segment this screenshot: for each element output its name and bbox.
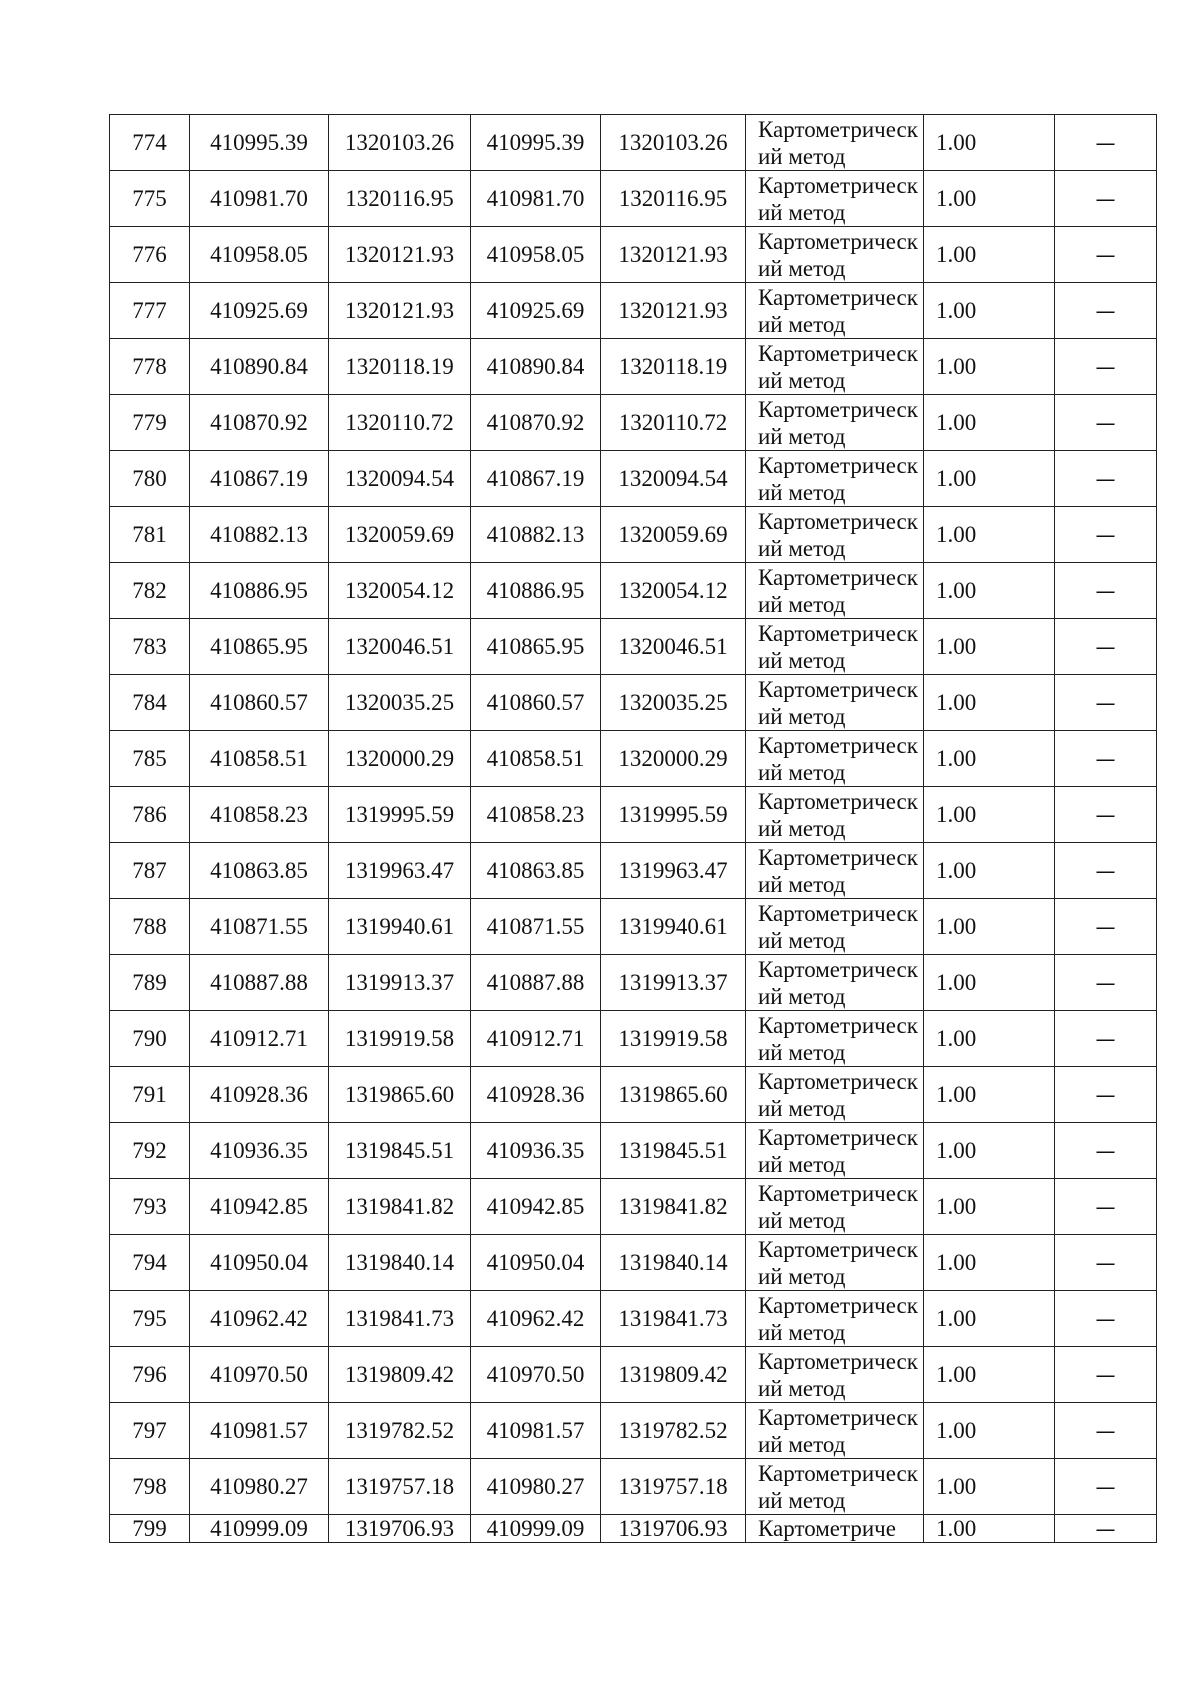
new-y-cell: 1319940.61 <box>601 899 746 955</box>
new-x-cell: 410950.04 <box>471 1235 601 1291</box>
description-cell: — <box>1055 843 1157 899</box>
existing-x-cell: 410886.95 <box>190 563 329 619</box>
description-cell: — <box>1055 1011 1157 1067</box>
method-cell: Картометрический метод <box>746 1403 924 1459</box>
description-cell: — <box>1055 171 1157 227</box>
accuracy-cell: 1.00 <box>924 1235 1055 1291</box>
existing-x-cell: 410925.69 <box>190 283 329 339</box>
new-y-cell: 1319963.47 <box>601 843 746 899</box>
accuracy-cell: 1.00 <box>924 1011 1055 1067</box>
existing-x-cell: 410981.70 <box>190 171 329 227</box>
point-number-cell: 779 <box>110 395 190 451</box>
existing-x-cell: 410858.51 <box>190 731 329 787</box>
existing-x-cell: 410970.50 <box>190 1347 329 1403</box>
description-cell: — <box>1055 1235 1157 1291</box>
method-cell: Картометриче <box>746 1515 924 1543</box>
description-cell: — <box>1055 563 1157 619</box>
new-x-cell: 410942.85 <box>471 1179 601 1235</box>
new-x-cell: 410890.84 <box>471 339 601 395</box>
new-y-cell: 1319782.52 <box>601 1403 746 1459</box>
existing-y-cell: 1319809.42 <box>329 1347 471 1403</box>
table-row <box>110 395 1157 451</box>
existing-x-cell: 410865.95 <box>190 619 329 675</box>
new-y-cell: 1320116.95 <box>601 171 746 227</box>
method-cell: Картометрический метод <box>746 283 924 339</box>
existing-x-cell: 410890.84 <box>190 339 329 395</box>
method-cell: Картометрический метод <box>746 955 924 1011</box>
existing-y-cell: 1320121.93 <box>329 283 471 339</box>
accuracy-cell: 1.00 <box>924 731 1055 787</box>
table-row <box>110 1459 1157 1515</box>
existing-y-cell: 1320121.93 <box>329 227 471 283</box>
accuracy-cell: 1.00 <box>924 563 1055 619</box>
point-number-cell: 792 <box>110 1123 190 1179</box>
accuracy-cell: 1.00 <box>924 1515 1055 1543</box>
point-number-cell: 777 <box>110 283 190 339</box>
existing-y-cell: 1319940.61 <box>329 899 471 955</box>
description-cell: — <box>1055 283 1157 339</box>
description-cell: — <box>1055 339 1157 395</box>
new-x-cell: 410970.50 <box>471 1347 601 1403</box>
new-x-cell: 410936.35 <box>471 1123 601 1179</box>
new-y-cell: 1320054.12 <box>601 563 746 619</box>
new-x-cell: 410928.36 <box>471 1067 601 1123</box>
table-row <box>110 1515 1157 1543</box>
table-row <box>110 843 1157 899</box>
method-cell: Картометрический метод <box>746 1291 924 1347</box>
method-cell: Картометрический метод <box>746 731 924 787</box>
existing-x-cell: 410887.88 <box>190 955 329 1011</box>
method-cell: Картометрический метод <box>746 1123 924 1179</box>
new-x-cell: 410858.23 <box>471 787 601 843</box>
point-number-cell: 790 <box>110 1011 190 1067</box>
existing-x-cell: 410981.57 <box>190 1403 329 1459</box>
existing-x-cell: 410882.13 <box>190 507 329 563</box>
table-row <box>110 1179 1157 1235</box>
new-y-cell: 1319840.14 <box>601 1235 746 1291</box>
description-cell: — <box>1055 1179 1157 1235</box>
new-x-cell: 410882.13 <box>471 507 601 563</box>
method-cell: Картометрический метод <box>746 1179 924 1235</box>
existing-x-cell: 410942.85 <box>190 1179 329 1235</box>
existing-y-cell: 1320035.25 <box>329 675 471 731</box>
accuracy-cell: 1.00 <box>924 1123 1055 1179</box>
new-y-cell: 1319865.60 <box>601 1067 746 1123</box>
accuracy-cell: 1.00 <box>924 1347 1055 1403</box>
new-y-cell: 1319809.42 <box>601 1347 746 1403</box>
point-number-cell: 785 <box>110 731 190 787</box>
method-cell: Картометрический метод <box>746 339 924 395</box>
existing-y-cell: 1319919.58 <box>329 1011 471 1067</box>
new-x-cell: 410912.71 <box>471 1011 601 1067</box>
accuracy-cell: 1.00 <box>924 619 1055 675</box>
table-row <box>110 339 1157 395</box>
new-y-cell: 1320000.29 <box>601 731 746 787</box>
accuracy-cell: 1.00 <box>924 395 1055 451</box>
point-number-cell: 776 <box>110 227 190 283</box>
new-y-cell: 1320046.51 <box>601 619 746 675</box>
table-row <box>110 619 1157 675</box>
existing-y-cell: 1320046.51 <box>329 619 471 675</box>
table-row <box>110 1067 1157 1123</box>
description-cell: — <box>1055 675 1157 731</box>
accuracy-cell: 1.00 <box>924 899 1055 955</box>
existing-y-cell: 1320116.95 <box>329 171 471 227</box>
existing-x-cell: 410936.35 <box>190 1123 329 1179</box>
new-x-cell: 410962.42 <box>471 1291 601 1347</box>
table-row <box>110 227 1157 283</box>
existing-x-cell: 410858.23 <box>190 787 329 843</box>
method-cell: Картометрический метод <box>746 899 924 955</box>
existing-y-cell: 1319865.60 <box>329 1067 471 1123</box>
description-cell: — <box>1055 1403 1157 1459</box>
new-y-cell: 1320110.72 <box>601 395 746 451</box>
point-number-cell: 791 <box>110 1067 190 1123</box>
point-number-cell: 788 <box>110 899 190 955</box>
new-y-cell: 1320121.93 <box>601 283 746 339</box>
new-x-cell: 410858.51 <box>471 731 601 787</box>
existing-y-cell: 1319840.14 <box>329 1235 471 1291</box>
point-number-cell: 795 <box>110 1291 190 1347</box>
method-cell: Картометрический метод <box>746 787 924 843</box>
accuracy-cell: 1.00 <box>924 115 1055 171</box>
method-cell: Картометрический метод <box>746 227 924 283</box>
new-y-cell: 1319913.37 <box>601 955 746 1011</box>
new-y-cell: 1320059.69 <box>601 507 746 563</box>
existing-y-cell: 1319782.52 <box>329 1403 471 1459</box>
table-row <box>110 675 1157 731</box>
table-row <box>110 1011 1157 1067</box>
method-cell: Картометрический метод <box>746 1011 924 1067</box>
point-number-cell: 786 <box>110 787 190 843</box>
existing-y-cell: 1319963.47 <box>329 843 471 899</box>
new-x-cell: 410981.70 <box>471 171 601 227</box>
table-body <box>110 115 1157 1543</box>
point-number-cell: 775 <box>110 171 190 227</box>
table-row <box>110 171 1157 227</box>
method-cell: Картометрический метод <box>746 115 924 171</box>
point-number-cell: 793 <box>110 1179 190 1235</box>
accuracy-cell: 1.00 <box>924 1291 1055 1347</box>
point-number-cell: 799 <box>110 1515 190 1543</box>
table-row <box>110 507 1157 563</box>
description-cell: — <box>1055 787 1157 843</box>
table-row <box>110 1291 1157 1347</box>
existing-y-cell: 1319706.93 <box>329 1515 471 1543</box>
existing-x-cell: 410912.71 <box>190 1011 329 1067</box>
method-cell: Картометрический метод <box>746 1459 924 1515</box>
accuracy-cell: 1.00 <box>924 675 1055 731</box>
existing-y-cell: 1320059.69 <box>329 507 471 563</box>
new-x-cell: 410871.55 <box>471 899 601 955</box>
description-cell: — <box>1055 227 1157 283</box>
table-row <box>110 563 1157 619</box>
method-cell: Картометрический метод <box>746 1347 924 1403</box>
description-cell: — <box>1055 1291 1157 1347</box>
new-x-cell: 410860.57 <box>471 675 601 731</box>
table-row <box>110 451 1157 507</box>
table-row <box>110 1347 1157 1403</box>
new-x-cell: 410995.39 <box>471 115 601 171</box>
point-number-cell: 778 <box>110 339 190 395</box>
description-cell: — <box>1055 1067 1157 1123</box>
description-cell: — <box>1055 1123 1157 1179</box>
accuracy-cell: 1.00 <box>924 1403 1055 1459</box>
method-cell: Картометрический метод <box>746 675 924 731</box>
description-cell: — <box>1055 507 1157 563</box>
point-number-cell: 787 <box>110 843 190 899</box>
existing-y-cell: 1320054.12 <box>329 563 471 619</box>
existing-x-cell: 410950.04 <box>190 1235 329 1291</box>
accuracy-cell: 1.00 <box>924 1179 1055 1235</box>
point-number-cell: 796 <box>110 1347 190 1403</box>
accuracy-cell: 1.00 <box>924 171 1055 227</box>
method-cell: Картометрический метод <box>746 563 924 619</box>
method-cell: Картометрический метод <box>746 507 924 563</box>
table-row <box>110 899 1157 955</box>
new-x-cell: 410925.69 <box>471 283 601 339</box>
existing-x-cell: 410863.85 <box>190 843 329 899</box>
description-cell: — <box>1055 1515 1157 1543</box>
accuracy-cell: 1.00 <box>924 339 1055 395</box>
new-y-cell: 1319706.93 <box>601 1515 746 1543</box>
method-cell: Картометрический метод <box>746 171 924 227</box>
table-row <box>110 283 1157 339</box>
existing-y-cell: 1319995.59 <box>329 787 471 843</box>
existing-x-cell: 410928.36 <box>190 1067 329 1123</box>
description-cell: — <box>1055 731 1157 787</box>
description-cell: — <box>1055 1459 1157 1515</box>
new-y-cell: 1320035.25 <box>601 675 746 731</box>
table-row <box>110 1403 1157 1459</box>
existing-y-cell: 1320000.29 <box>329 731 471 787</box>
new-y-cell: 1319995.59 <box>601 787 746 843</box>
new-y-cell: 1319845.51 <box>601 1123 746 1179</box>
method-cell: Картометрический метод <box>746 451 924 507</box>
existing-x-cell: 410871.55 <box>190 899 329 955</box>
existing-y-cell: 1319841.82 <box>329 1179 471 1235</box>
table-row <box>110 955 1157 1011</box>
new-y-cell: 1320121.93 <box>601 227 746 283</box>
new-y-cell: 1319841.73 <box>601 1291 746 1347</box>
method-cell: Картометрический метод <box>746 395 924 451</box>
existing-x-cell: 410995.39 <box>190 115 329 171</box>
method-cell: Картометрический метод <box>746 1067 924 1123</box>
method-cell: Картометрический метод <box>746 619 924 675</box>
new-x-cell: 410865.95 <box>471 619 601 675</box>
point-number-cell: 797 <box>110 1403 190 1459</box>
new-y-cell: 1319757.18 <box>601 1459 746 1515</box>
existing-x-cell: 410962.42 <box>190 1291 329 1347</box>
table-row <box>110 115 1157 171</box>
description-cell: — <box>1055 451 1157 507</box>
existing-y-cell: 1320103.26 <box>329 115 471 171</box>
existing-x-cell: 410867.19 <box>190 451 329 507</box>
accuracy-cell: 1.00 <box>924 955 1055 1011</box>
new-x-cell: 410980.27 <box>471 1459 601 1515</box>
new-y-cell: 1320094.54 <box>601 451 746 507</box>
new-x-cell: 410981.57 <box>471 1403 601 1459</box>
new-y-cell: 1320118.19 <box>601 339 746 395</box>
new-x-cell: 410886.95 <box>471 563 601 619</box>
point-number-cell: 781 <box>110 507 190 563</box>
point-number-cell: 774 <box>110 115 190 171</box>
new-x-cell: 410958.05 <box>471 227 601 283</box>
existing-y-cell: 1319757.18 <box>329 1459 471 1515</box>
new-y-cell: 1319919.58 <box>601 1011 746 1067</box>
description-cell: — <box>1055 115 1157 171</box>
existing-y-cell: 1319913.37 <box>329 955 471 1011</box>
existing-x-cell: 410958.05 <box>190 227 329 283</box>
description-cell: — <box>1055 1347 1157 1403</box>
method-cell: Картометрический метод <box>746 843 924 899</box>
accuracy-cell: 1.00 <box>924 227 1055 283</box>
existing-y-cell: 1319845.51 <box>329 1123 471 1179</box>
existing-x-cell: 410980.27 <box>190 1459 329 1515</box>
existing-x-cell: 410860.57 <box>190 675 329 731</box>
table-row <box>110 1235 1157 1291</box>
description-cell: — <box>1055 619 1157 675</box>
new-x-cell: 410999.09 <box>471 1515 601 1543</box>
method-cell: Картометрический метод <box>746 1235 924 1291</box>
point-number-cell: 782 <box>110 563 190 619</box>
new-x-cell: 410867.19 <box>471 451 601 507</box>
description-cell: — <box>1055 899 1157 955</box>
accuracy-cell: 1.00 <box>924 787 1055 843</box>
point-number-cell: 784 <box>110 675 190 731</box>
new-x-cell: 410863.85 <box>471 843 601 899</box>
new-y-cell: 1319841.82 <box>601 1179 746 1235</box>
existing-y-cell: 1320094.54 <box>329 451 471 507</box>
accuracy-cell: 1.00 <box>924 843 1055 899</box>
point-number-cell: 794 <box>110 1235 190 1291</box>
accuracy-cell: 1.00 <box>924 283 1055 339</box>
accuracy-cell: 1.00 <box>924 507 1055 563</box>
existing-y-cell: 1320110.72 <box>329 395 471 451</box>
table-row <box>110 731 1157 787</box>
existing-x-cell: 410999.09 <box>190 1515 329 1543</box>
new-y-cell: 1320103.26 <box>601 115 746 171</box>
table-row <box>110 1123 1157 1179</box>
new-x-cell: 410887.88 <box>471 955 601 1011</box>
description-cell: — <box>1055 395 1157 451</box>
point-number-cell: 780 <box>110 451 190 507</box>
accuracy-cell: 1.00 <box>924 451 1055 507</box>
accuracy-cell: 1.00 <box>924 1067 1055 1123</box>
existing-y-cell: 1319841.73 <box>329 1291 471 1347</box>
point-number-cell: 783 <box>110 619 190 675</box>
table-row <box>110 787 1157 843</box>
new-x-cell: 410870.92 <box>471 395 601 451</box>
existing-y-cell: 1320118.19 <box>329 339 471 395</box>
existing-x-cell: 410870.92 <box>190 395 329 451</box>
description-cell: — <box>1055 955 1157 1011</box>
point-number-cell: 789 <box>110 955 190 1011</box>
coordinates-table <box>109 114 1157 1543</box>
point-number-cell: 798 <box>110 1459 190 1515</box>
accuracy-cell: 1.00 <box>924 1459 1055 1515</box>
